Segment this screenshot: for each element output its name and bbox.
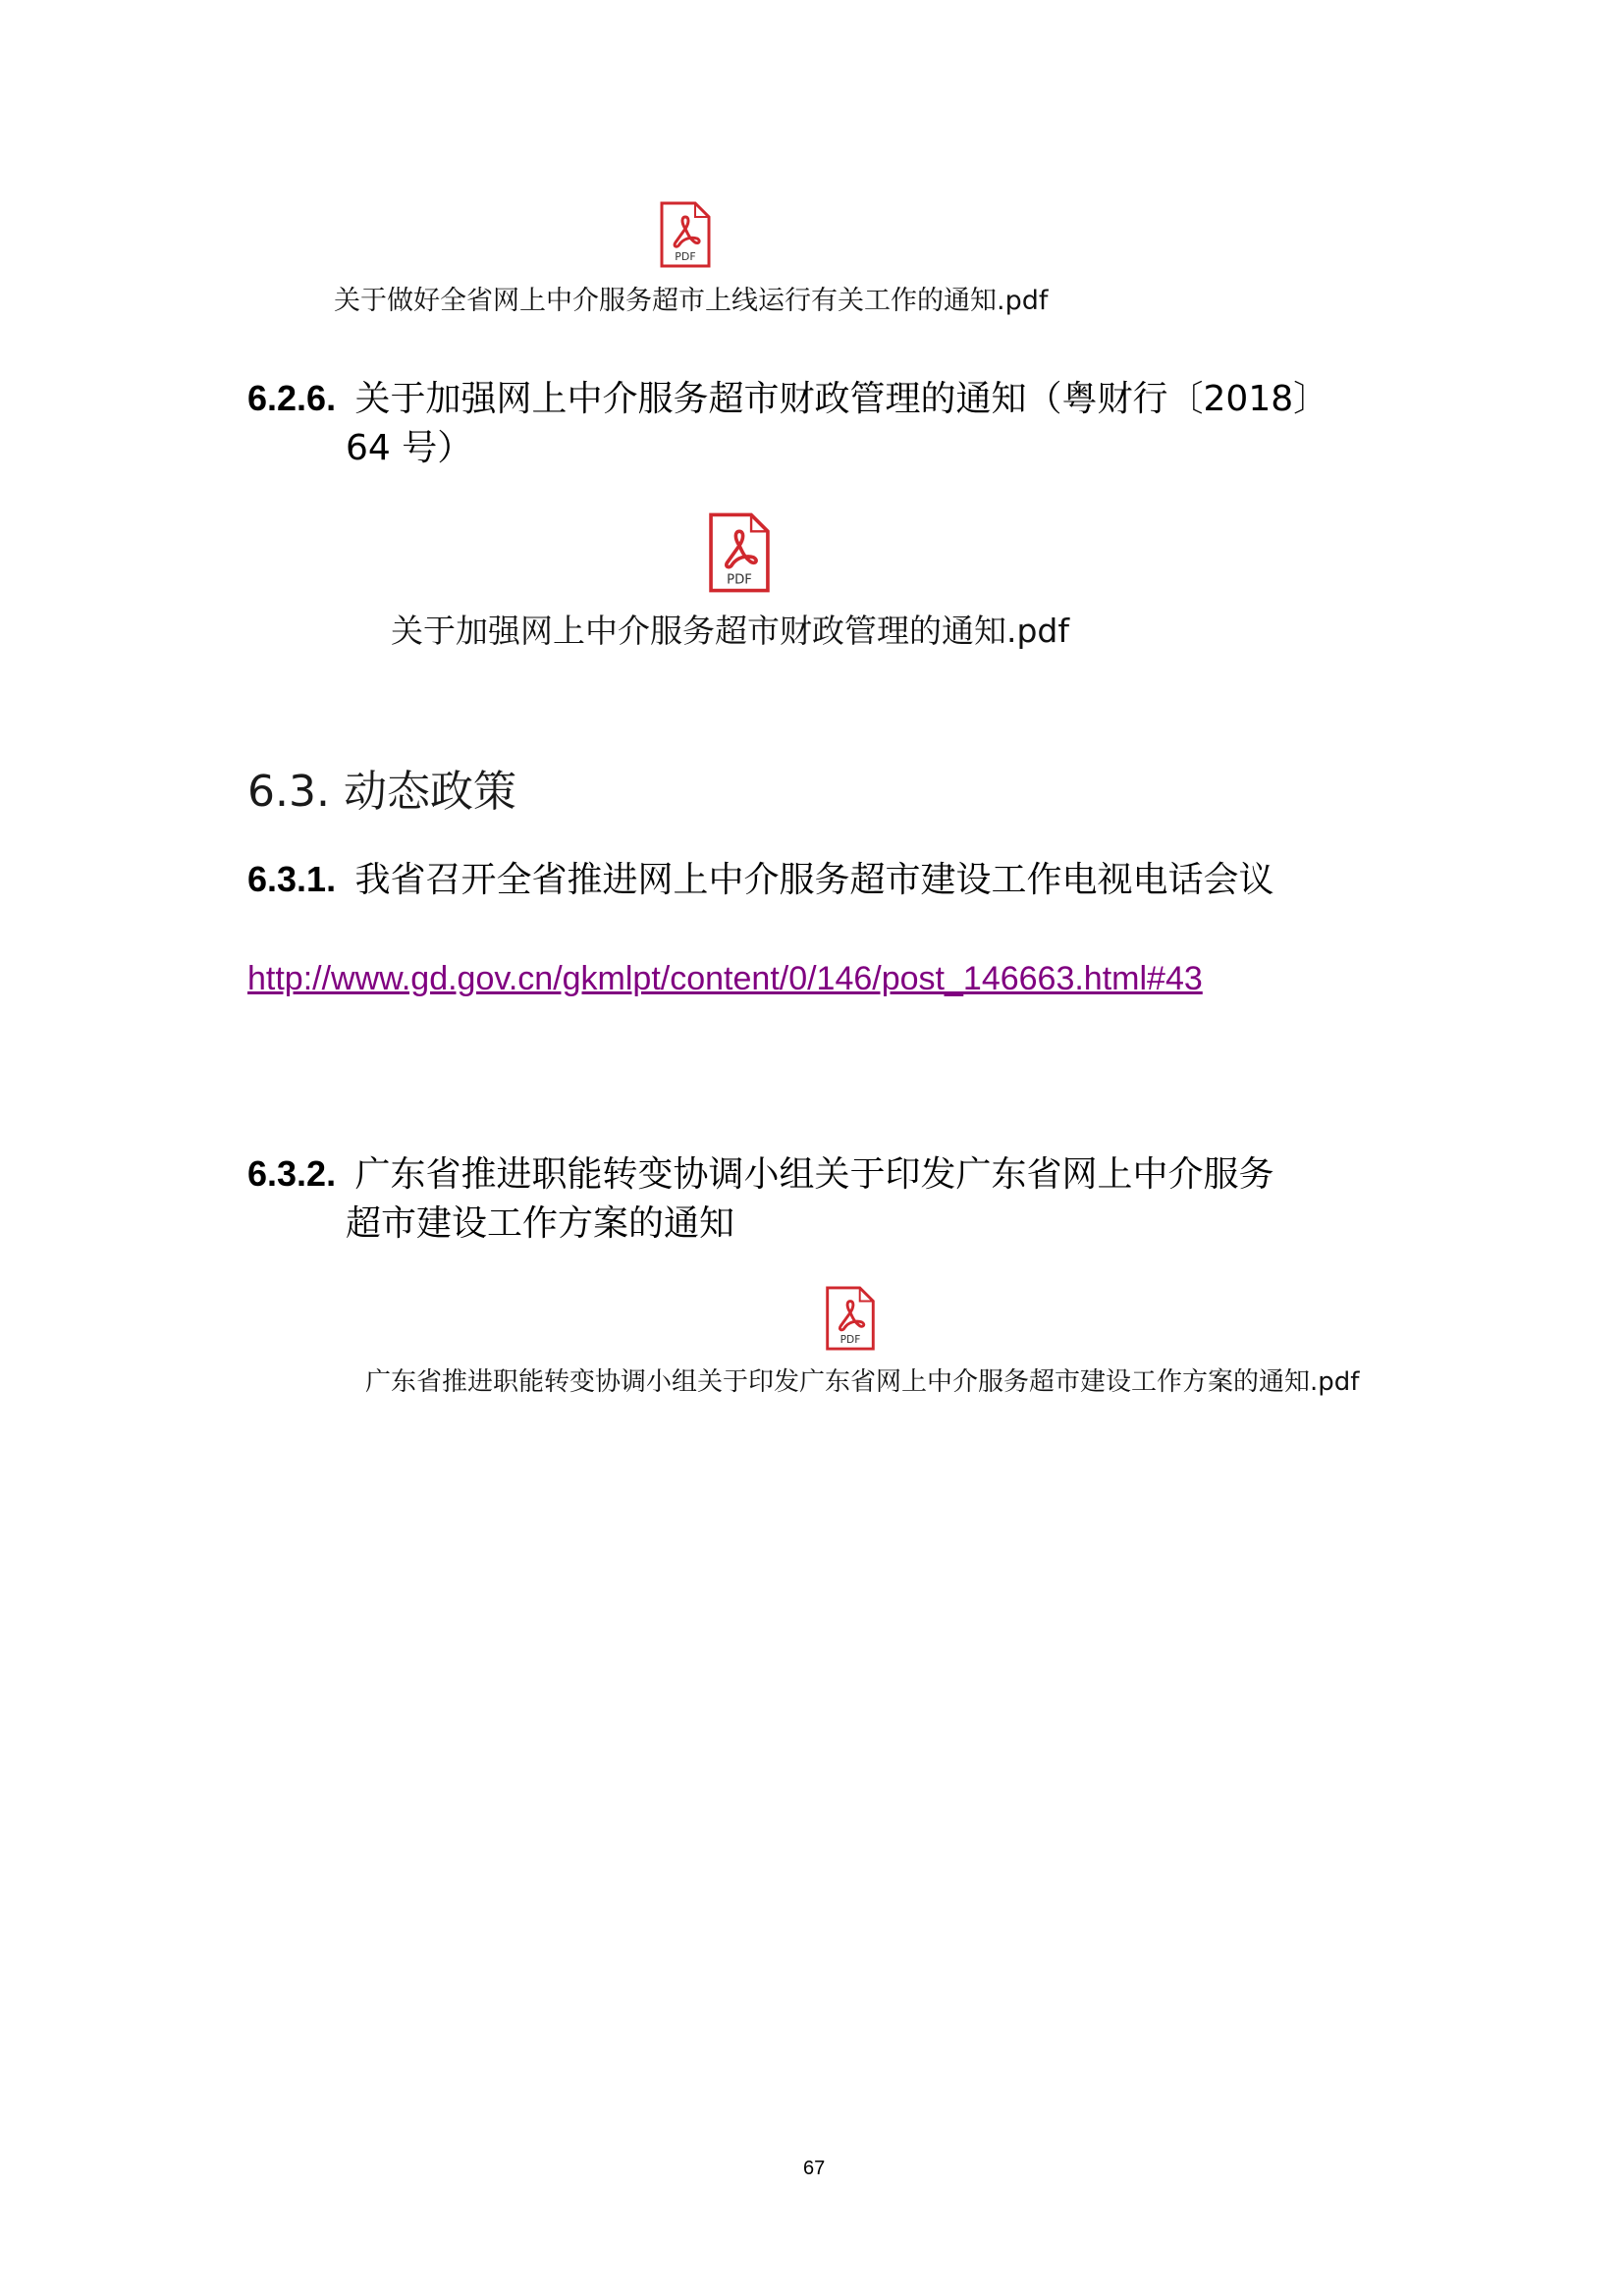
heading-text-continued: 超市建设工作方案的通知 [346,1203,735,1244]
heading-text: 广东省推进职能转变协调小组关于印发广东省网上中介服务 [354,1154,1274,1195]
heading-number: 6.3.2. [247,1153,337,1194]
section-heading-6-2-6 [247,371,1426,469]
svg-text:PDF: PDF [839,1333,861,1347]
attachment-label[interactable]: 关于加强网上中介服务超市财政管理的通知.pdf [391,612,1070,650]
section-heading-6-3-2 [247,1147,1426,1245]
svg-text:PDF: PDF [727,572,752,588]
heading-text: 我省召开全省推进网上中介服务超市建设工作电视电话会议 [354,860,1274,900]
heading-number: 6.2.6. [247,378,337,418]
heading-text: 关于加强网上中介服务超市财政管理的通知（粤财行〔2018〕 [354,379,1329,419]
pdf-file-icon[interactable] [707,512,772,593]
policy-link[interactable]: http://www.gd.gov.cn/gkmlpt/content/0/146/post_146663.html#43 [247,960,1203,997]
page-number: 67 [803,2158,826,2179]
heading-text-continued: 64 号） [346,428,473,468]
section-heading-6-3-1 [247,852,1274,902]
svg-text:PDF: PDF [675,250,696,263]
attachment-label[interactable]: 关于做好全省网上中介服务超市上线运行有关工作的通知.pdf [334,286,1049,316]
pdf-file-icon[interactable] [825,1286,876,1351]
pdf-file-icon[interactable] [660,201,711,268]
attachment-label[interactable]: 广东省推进职能转变协调小组关于印发广东省网上中介服务超市建设工作方案的通知.pdf [365,1367,1360,1397]
heading-number: 6.3.1. [247,859,337,899]
section-heading-6-3: 6.3. 动态政策 [247,767,516,817]
